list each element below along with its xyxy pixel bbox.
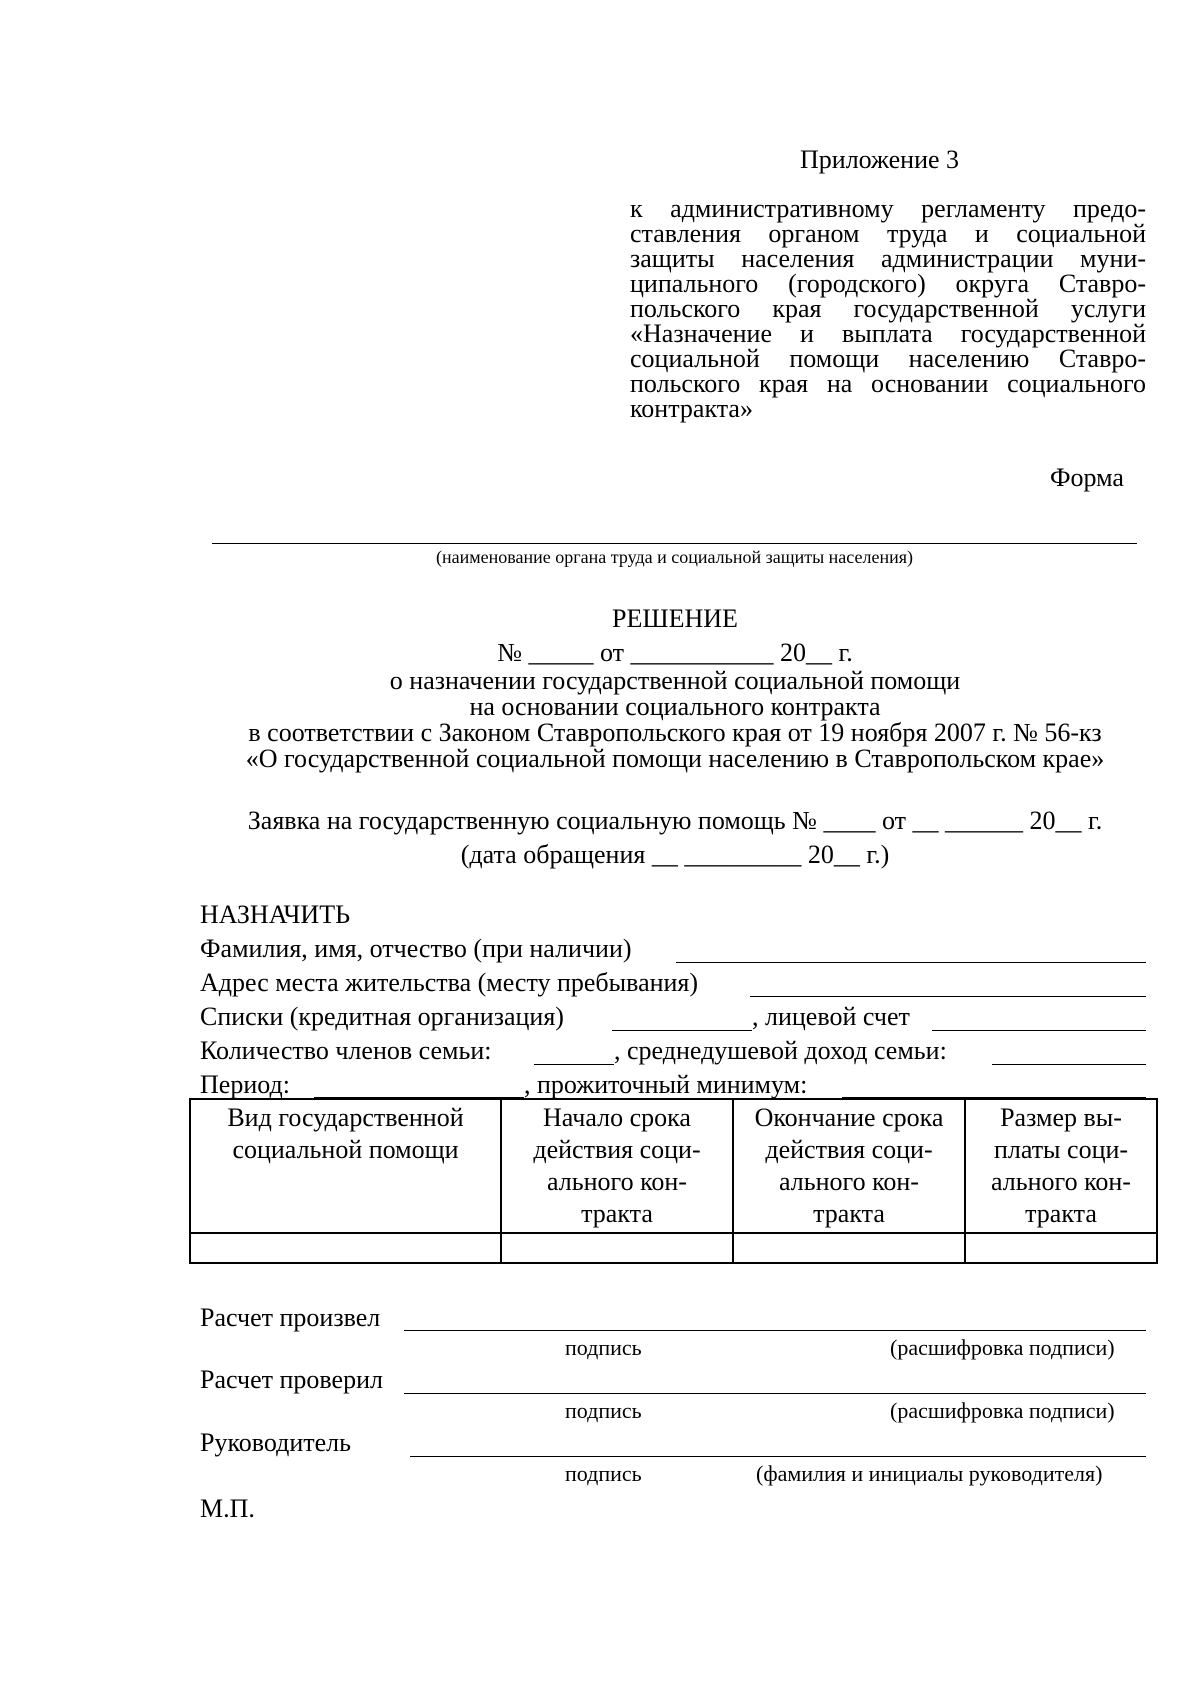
- header-line: тракта: [581, 1199, 653, 1228]
- org-name-caption: (наименование органа труда и социальной защиты населения): [436, 547, 913, 567]
- column-header-contract-start: [501, 1099, 733, 1233]
- stamp-place: М.П.: [200, 1494, 255, 1523]
- header-line: Окончание срока: [754, 1103, 944, 1132]
- calc-made-label: Расчет произвел: [200, 1303, 381, 1332]
- head-name-caption: (фамилия и инициалы руководителя): [756, 1461, 1103, 1486]
- address-field[interactable]: [750, 996, 1146, 997]
- request-line: Заявка на государственную социальную помощь № ____ от __ ______ 20__ г.: [247, 806, 1103, 835]
- header-line: ального кон-: [991, 1167, 1131, 1196]
- fio-label: Фамилия, имя, отчество (при наличии): [200, 934, 632, 963]
- column-header-contract-end: [733, 1099, 965, 1233]
- average-income-label: , среднедушевой доход семьи:: [614, 1036, 947, 1065]
- calc-checked-label: Расчет проверил: [200, 1365, 383, 1394]
- regulation-line: защиты населения администрации муни-: [630, 244, 1146, 273]
- header-line: Размер вы-: [1000, 1103, 1122, 1132]
- regulation-line: социальной помощи населению Ставро-: [630, 344, 1146, 373]
- header-line: тракта: [1025, 1199, 1097, 1228]
- signature-decode-caption: (расшифровка подписи): [890, 1398, 1115, 1423]
- column-header-assistance-type: [190, 1099, 501, 1233]
- regulation-line: польского края государственной услуги: [630, 294, 1146, 323]
- regulation-line: ставления органом труда и социальной: [630, 219, 1146, 248]
- assign-heading: НАЗНАЧИТЬ: [200, 900, 351, 929]
- head-label: Руководитель: [200, 1428, 351, 1457]
- header-line: тракта: [813, 1199, 885, 1228]
- regulation-reference: [630, 196, 1146, 421]
- org-name-line[interactable]: [212, 543, 1137, 544]
- family-members-field[interactable]: [534, 1064, 614, 1065]
- header-line: ального кон-: [779, 1167, 919, 1196]
- decision-number-line: № _____ от ___________ 20__ г.: [497, 638, 853, 667]
- signature-decode-caption: (расшифровка подписи): [890, 1335, 1115, 1360]
- fio-field[interactable]: [676, 962, 1146, 963]
- header-line: Вид государственной: [227, 1103, 464, 1132]
- form-label: Форма: [1050, 463, 1124, 492]
- decision-title: РЕШЕНИЕ: [612, 604, 738, 633]
- lists-label: Списки (кредитная организация): [200, 1002, 564, 1031]
- head-signature-line[interactable]: [410, 1456, 1146, 1457]
- header-line: действия соци-: [765, 1135, 933, 1164]
- benefit-table: [189, 1098, 1158, 1264]
- decision-subtitle: на основании социального контракта: [469, 692, 881, 721]
- column-header-payment-amount: [965, 1099, 1157, 1233]
- period-label: Период:: [200, 1070, 290, 1099]
- request-date: (дата обращения __ _________ 20__ г.): [460, 840, 890, 869]
- calc-checked-signature-line[interactable]: [404, 1393, 1146, 1394]
- signature-caption: подпись: [565, 1335, 642, 1360]
- average-income-field[interactable]: [992, 1064, 1146, 1065]
- decision-law-reference: в соответствии с Законом Ставропольского края от 19 ноября 2007 г. № 56-кз: [248, 718, 1102, 747]
- table-row: [190, 1233, 1157, 1263]
- decision-subtitle: о назначении государственной социальной помощи: [389, 666, 961, 695]
- signature-caption: подпись: [565, 1461, 642, 1486]
- header-line: действия соци-: [533, 1135, 701, 1164]
- header-line: платы соци-: [993, 1135, 1129, 1164]
- credit-organization-field[interactable]: [612, 1030, 752, 1031]
- header-line: ального кон-: [547, 1167, 687, 1196]
- header-line: социальной помощи: [232, 1135, 459, 1164]
- regulation-line: ципального (городского) округа Ставро-: [630, 269, 1146, 298]
- appendix-title: Приложение 3: [800, 145, 960, 174]
- regulation-line: к административному регламенту предо-: [630, 194, 1146, 223]
- header-line: Начало срока: [543, 1103, 691, 1132]
- table-header-row: [190, 1099, 1157, 1233]
- table-cell[interactable]: [733, 1233, 965, 1263]
- signature-caption: подпись: [565, 1398, 642, 1423]
- table-cell[interactable]: [965, 1233, 1157, 1263]
- regulation-line: контракта»: [630, 394, 753, 423]
- address-label: Адрес места жительства (месту пребывания): [200, 968, 699, 997]
- table-cell[interactable]: [190, 1233, 501, 1263]
- regulation-line: польского края на основании социального: [630, 369, 1146, 398]
- account-field[interactable]: [932, 1030, 1146, 1031]
- decision-law-reference: «О государственной социальной помощи населению в Ставропольском крае»: [245, 744, 1105, 773]
- table-cell[interactable]: [501, 1233, 733, 1263]
- regulation-line: «Назначение и выплата государственной: [630, 319, 1146, 348]
- subsistence-minimum-label: , прожиточный минимум:: [524, 1070, 808, 1099]
- calc-made-signature-line[interactable]: [404, 1330, 1146, 1331]
- family-members-label: Количество членов семьи:: [200, 1036, 492, 1065]
- account-label: , лицевой счет: [752, 1002, 910, 1031]
